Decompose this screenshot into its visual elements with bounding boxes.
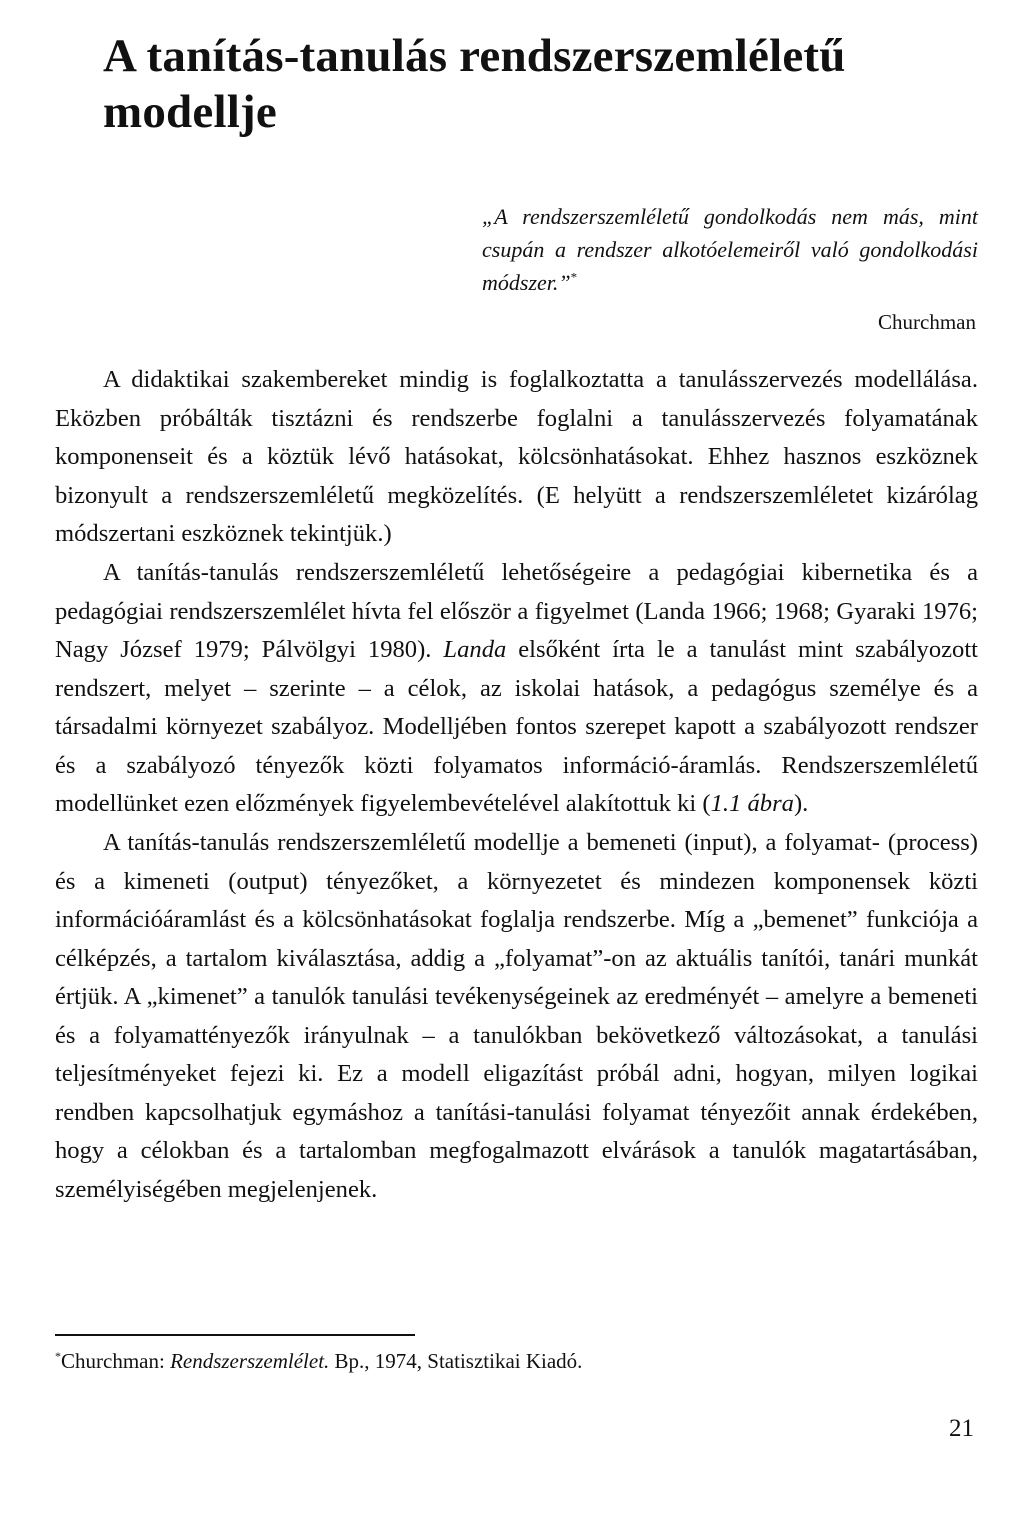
- paragraph-3: A tanítás-tanulás rendszerszemléletű modellje a bemeneti (input), a folyamat- (process) és a kimeneti (output) tényezőket, a környezetet és mindezen komponensek közti információáramlást és a kölcsönhatásokat foglalja rendszerbe. Míg a „bemenet” funkciója a célképzés, a tartalom kiválasztása, addig a „folyamat”-on az aktuális tanítói, tanári munkát értjük. A „kimenet” a tanulók tanulási tevékenységeinek az eredményét – amelyre a bemeneti és a folyamattényezők irányulnak – a tanulókban bekövetkező változásokat, a tanulási teljesítményeket fejezi ki. Ez a modell eligazítást próbál adni, hogyan, milyen logikai rendben kapcsolhatjuk egymáshoz a tanítási-tanulási folyamat tényezőit annak érdekében, hogy a célokban és a tartalomban megfogalmazott elvárások a tanulók magatartásában, személyiségében megjelenjenek.: [55, 829, 978, 1203]
- chapter-title: A tanítás-tanulás rendszerszemléletű modellje: [103, 30, 846, 138]
- epigraph-quote: [482, 200, 978, 299]
- page-number: 21: [949, 1415, 974, 1442]
- paragraph-2-middle: elsőként írta le a tanulást mint szabályozott rendszert, melyet – szerinte – a célok, az iskolai hatások, a pedagógus személye és a társadalmi környezet szabályoz. Modelljében fontos szerepet kapott a szabályozott rendszer és a szabályozó tényezők közti folyamatos információ-áramlás. Rendszerszemléletű modellünket ezen előzmények figyelembevételével alakítottuk ki (: [55, 636, 978, 817]
- paragraph-1: A didaktikai szakembereket mindig is foglalkoztatta a tanulásszervezés modellálása. Eközben próbálták tisztázni és rendszerbe foglalni a tanulásszervezés folyamatának komponenseit és a köztük lévő hatásokat, kölcsönhatásokat. Ehhez hasznos eszköznek bizonyult a rendszerszemléletű megközelítés. (E helyütt a rendszerszemléletet kizárólag módszertani eszköznek tekintjük.): [55, 366, 978, 547]
- footnote-work-title: Rendszerszemlélet.: [170, 1349, 330, 1373]
- epigraph-attribution: Churchman: [878, 310, 976, 334]
- epigraph-text: „A rendszerszemléletű gondolkodás nem más, mint csupán a rendszer alkotóelemeiről való gondolkodási módszer.”: [482, 204, 978, 295]
- body-text: [55, 361, 978, 1209]
- epigraph-footnote-marker: *: [570, 269, 578, 285]
- paragraph-2: [55, 554, 978, 824]
- footnote-divider: [55, 1334, 415, 1336]
- footnote: [55, 1346, 955, 1376]
- paragraph-2-after: ).: [793, 790, 809, 817]
- footnote-marker: *: [55, 1349, 61, 1363]
- figure-reference: 1.1 ábra: [710, 790, 794, 817]
- paragraph-2-before: A tanítás-tanulás rendszerszemléletű lehetőségeire a pedagógiai kibernetika és a pedagógiai rendszerszemlélet hívta fel először a figyelmet (Landa 1966; 1968; Gyaraki 1976; Nagy József 1979; Pálvölgyi 1980).: [55, 559, 978, 663]
- footnote-author: Churchman:: [61, 1349, 171, 1373]
- footnote-details: Bp., 1974, Statisztikai Kiadó.: [329, 1349, 583, 1373]
- author-name-landa: Landa: [443, 636, 507, 663]
